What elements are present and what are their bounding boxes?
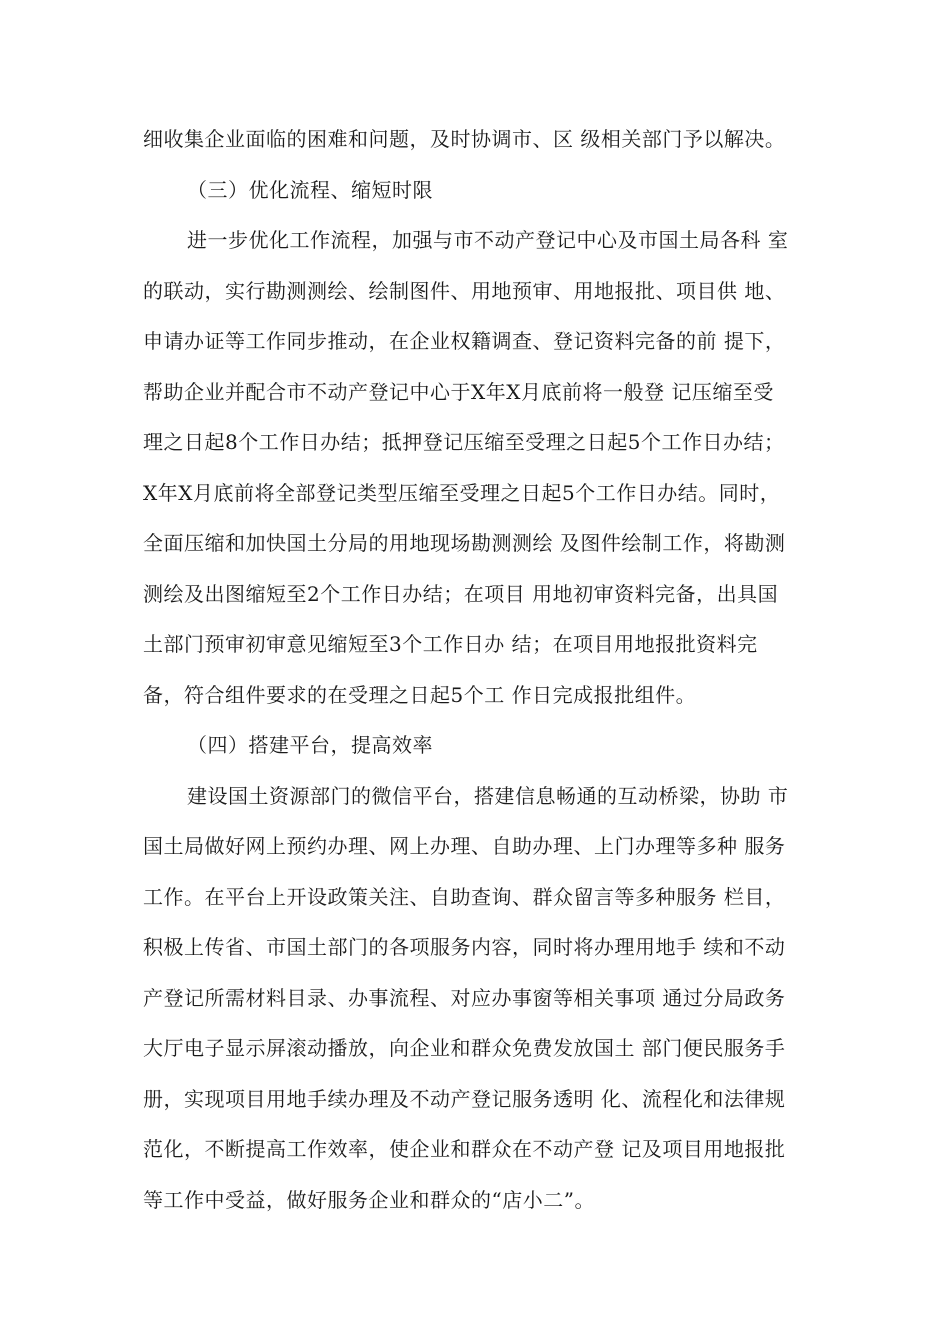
paragraph-line: 产登记所需材料目录、办事流程、对应办事窗等相关事项 通过分局政务 [143,985,786,1010]
paragraph-line: 细收集企业面临的困难和问题，及时协调市、区 级相关部门予以解决。 [143,127,786,151]
paragraph-line: 等工作中受益，做好服务企业和群众的“店小二”。 [143,1187,595,1212]
paragraph-line-indented: 进一步优化工作流程，加强与市不动产登记中心及市国土局各科 室 [187,228,789,252]
paragraph-line: 的联动，实行勘测测绘、绘制图件、用地预审、用地报批、项目供 地、 [143,278,786,303]
paragraph-line: 理之日起8个工作日办结；抵押登记压缩至受理之日起5个工作日办结； [143,430,785,454]
paragraph-line: X年X月底前将全部登记类型压缩至受理之日起5个工作日办结。同时， [143,480,781,505]
paragraph-line: 范化，不断提高工作效率，使企业和群众在不动产登 记及项目用地报批 [143,1137,786,1161]
paragraph-line: 国土局做好网上预约办理、网上办理、自助办理、上门办理等多种 服务 [143,834,786,858]
paragraph-line: 测绘及出图缩短至2个工作日办结；在项目 用地初审资料完备，出具国 [143,581,779,606]
document-body [143,114,823,1225]
paragraph-line: 工作。在平台上开设政策关注、自助查询、群众留言等多种服务 栏目， [143,884,786,909]
paragraph-line: 积极上传省、市国土部门的各项服务内容，同时将办理用地手 续和不动 [143,935,786,959]
paragraph-line-indented: （三）优化流程、缩短时限 [187,177,433,202]
paragraph-line: 全面压缩和加快国土分局的用地现场勘测测绘 及图件绘制工作，将勘测 [143,531,786,555]
paragraph-line: 大厅电子显示屏滚动播放，向企业和群众免费发放国土 部门便民服务手 [143,1036,786,1060]
paragraph-line: 帮助企业并配合市不动产登记中心于X年X月底前将一般登 记压缩至受 [143,379,774,404]
paragraph-line: 册，实现项目用地手续办理及不动产登记服务透明 化、流程化和法律规 [143,1086,786,1111]
paragraph-line: 申请办证等工作同步推动，在企业权籍调查、登记资料完备的前 提下， [143,329,786,353]
paragraph-line: 土部门预审初审意见缩短至3个工作日办 结；在项目用地报批资料完 [143,632,758,656]
paragraph-line-indented: （四）搭建平台，提高效率 [187,733,433,757]
paragraph-line-indented: 建设国土资源部门的微信平台，搭建信息畅通的互动桥梁，协助 市 [187,783,789,808]
paragraph-line: 备，符合组件要求的在受理之日起5个工 作日完成报批组件。 [143,682,697,707]
